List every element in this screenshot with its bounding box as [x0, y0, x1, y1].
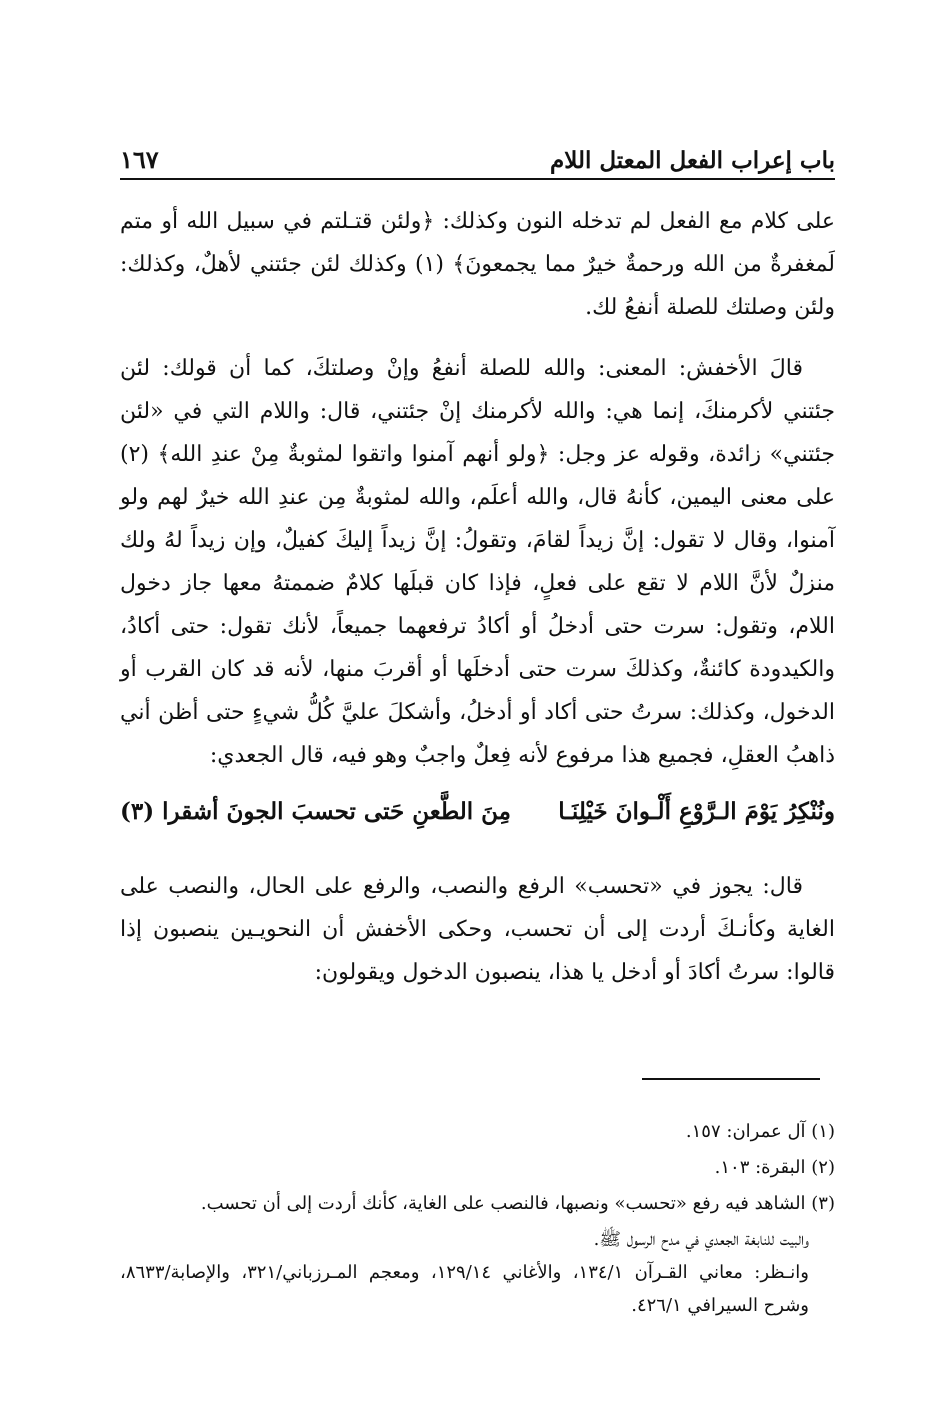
verse-first-hemistich: ونُنْكِرُ يَوْمَ الـرَّوْعِ أَلْـوانَ خَيْلِنَـا [558, 798, 835, 825]
paragraph-2: قالَ الأخفش: المعنى: والله للصلة أنفعُ وإنْ وصلتكَ، كما أن قولك: لئن جئتني لأكرمنكَ، إنما هي: والله لأكرمنك إنْ جئتني، قال: واللام التي في «لئن جئتني» زائدة، وقوله عز وجل: ﴿ولو أنهم آمنوا واتقوا لمثوبةٌ مِنْ عندِ الله﴾ (٢) على معنى اليمين، كأنهُ قال، والله أعلَم، والله لمثوبةٌ مِن عندِ الله خيرٌ لهم ولو آمنوا، وقال لا تقول: إنَّ زيداً لقامَ، وتقولُ: إنَّ زيداً إليكَ كفيلٌ، وإن زيداً لهُ ولك منزلٌ لأنَّ اللام لا تقع على فعلٍ، فإذا كان قبلَها كلامٌ ضممتهُ معها جاز دخول اللام، وتقول: سرت حتى أدخلُ أو أكادُ ترفعهما جميعاً، لأنك تقول: حتى أكادُ، والكيدودة كائنةٌ، وكذلكَ سرت حتى أدخلَها أو أقربَ منها، لأنه قد كان القرب أو الدخول، وكذلك: سرتُ حتى أكاد أو أدخلُ، وأشكلَ عليَّ كُلُّ شيءٍ حتى أظن أني ذاهبُ العقلِ، فجميع هذا مرفوع لأنه فِعلٌ واجبٌ وهو فيه، قال الجعدي: [120, 356, 835, 768]
footnote-1: (١) آل عمران: ١٥٧. [685, 1121, 835, 1142]
running-header [120, 138, 835, 180]
footnote-3-continuation: والبيت للنابغة الجعدي في مدح الرسول ﷺ. [593, 1229, 809, 1250]
paragraph-1: على كلام مع الفعل لم تدخله النون وكذلك: ﴿ولئن قتـلتم في سبيل الله أو متم لَمغفرةٌ من الله ورحمةٌ خيرٌ مما يجمعونَ﴾ (١) وكذلك لئن جئتني لأهلٌ، وكذلك: ولئن وصلتك للصلة أنفعُ لك. [120, 209, 835, 320]
main-text [120, 200, 835, 994]
verse-second-hemistich: مِنَ الطَّعنِ حَتى تحسبَ الجونَ أشقرا (٣) [120, 798, 511, 825]
footnote-separator [642, 1078, 820, 1080]
chapter-title: باب إعراب الفعل المعتل اللام [550, 147, 835, 174]
paragraph-3: قال: يجوز في «تحسب» الرفع والنصب، والرفع على الحال، والنصب على الغاية وكأنـكَ أردت إلى أن تحسب، وحكى الأخفش أن النحويـين ينصبون إذا قالوا: سرتُ أكادَ أو أدخل يا هذا، ينصبون الدخول ويقولون: [120, 874, 835, 985]
footnote-3: (٣) الشاهد فيه رفع «تحسب» ونصبها، فالنصب على الغاية، كأنك أردت إلى أن تحسب. [200, 1193, 835, 1214]
page-number: ١٦٧ [120, 145, 159, 174]
footnotes [120, 1115, 835, 1322]
footnote-3-references: وانـظر: معاني القـرآن ١٣٤/١، والأغاني ١٢٩/١٤، ومعجم المـرزباني/٣٢١، والإصابة/٨٦٣٣، وشرح السيرافي ٤٢٦/١. [120, 1262, 809, 1316]
poetry-verse [120, 789, 835, 835]
footnote-2: (٢) البقرة: ١٠٣. [714, 1157, 835, 1178]
